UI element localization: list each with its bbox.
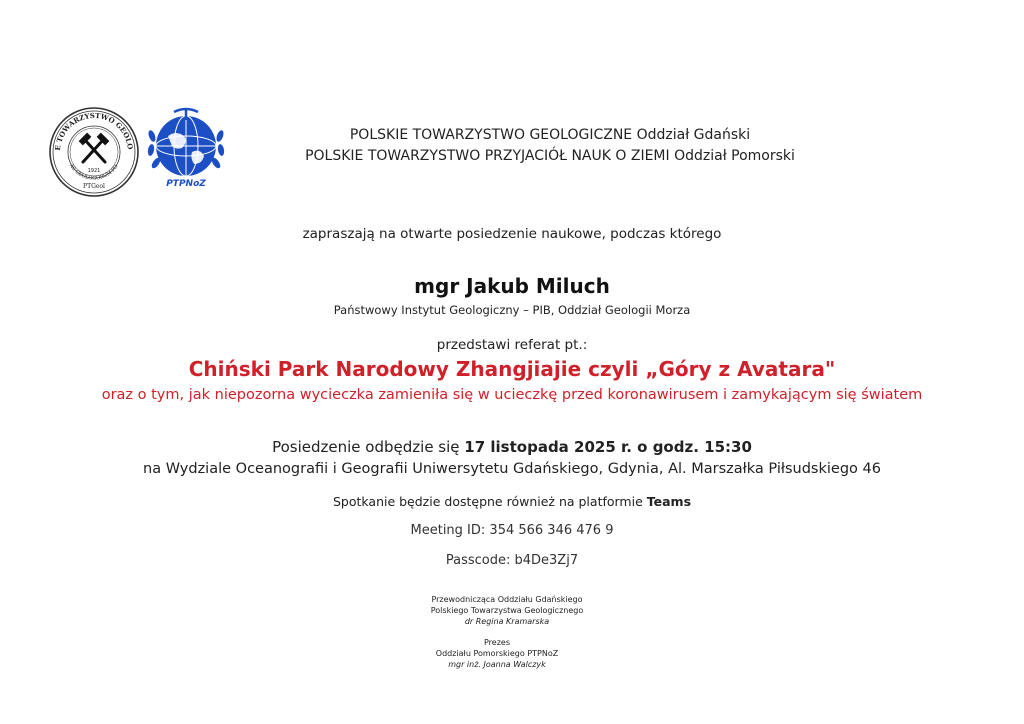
signature-chair-name: dr Regina Kramarska xyxy=(464,617,550,626)
speaker-name: mgr Jakub Miluch xyxy=(414,274,610,298)
ptgeol-bottom-text: PTGeol xyxy=(83,183,105,190)
signature-president-line2: Oddziału Pomorskiego PTPNoZ xyxy=(435,649,559,658)
signature-chair-line1: Przewodnicząca Oddziału Gdańskiego xyxy=(431,595,583,604)
ptgeol-logo xyxy=(48,106,140,198)
talk-subtitle: oraz o tym, jak niepozorna wycieczka zamieniła się w ucieczkę przed koronawirusem i zamykającym się światem xyxy=(101,387,923,403)
meeting-date xyxy=(0,438,1024,456)
online-info xyxy=(0,494,1024,509)
ptpnoz-label: PTPNoZ xyxy=(166,179,206,189)
signature-president xyxy=(382,637,612,670)
invitation-text: zapraszają na otwarte posiedzenie naukowe, podczas którego xyxy=(302,226,722,242)
meeting-id: Meeting ID: 354 566 346 476 9 xyxy=(410,523,614,538)
ptgeol-inner-text: AS GEOLOGORUM PO xyxy=(67,163,120,182)
presents-text: przedstawi referat pt.: xyxy=(436,337,588,353)
ptgeol-outer-text: E TOWARZYSTWO GEOLO xyxy=(52,110,135,151)
ptgeol-year: 1921 xyxy=(87,168,101,174)
organizer-ptgeol: POLSKIE TOWARZYSTWO GEOLOGICZNE Oddział Gdański xyxy=(349,127,751,143)
online-prefix: Spotkanie będzie dostępne również na platformie xyxy=(332,494,647,509)
ptpnoz-logo xyxy=(146,106,228,190)
online-platform: Teams xyxy=(646,494,692,509)
date-prefix: Posiedzenie odbędzie się xyxy=(272,438,465,456)
date-time: 17 listopada 2025 r. o godz. 15:30 xyxy=(464,438,752,456)
organizer-ptpnoz: POLSKIE TOWARZYSTWO PRZYJACIÓŁ NAUK O ZIEMI Oddział Pomorski xyxy=(305,148,795,164)
talk-title: Chiński Park Narodowy Zhangjiajie czyli „Góry z Avatara" xyxy=(188,357,836,381)
signature-chair xyxy=(392,594,622,627)
meeting-passcode: Passcode: b4De3Zj7 xyxy=(445,553,579,568)
signature-chair-line2: Polskiego Towarzystwa Geologicznego xyxy=(430,606,584,615)
meeting-location: na Wydziale Oceanografii i Geografii Uniwersytetu Gdańskiego, Gdynia, Al. Marszałka Piłsudskiego 46 xyxy=(143,461,881,477)
globe-icon xyxy=(156,116,216,176)
speaker-affiliation: Państwowy Instytut Geologiczny – PIB, Oddział Geologii Morza xyxy=(333,303,691,317)
signature-president-name: mgr inż. Joanna Walczyk xyxy=(448,660,546,669)
signature-president-line1: Prezes xyxy=(483,638,510,647)
